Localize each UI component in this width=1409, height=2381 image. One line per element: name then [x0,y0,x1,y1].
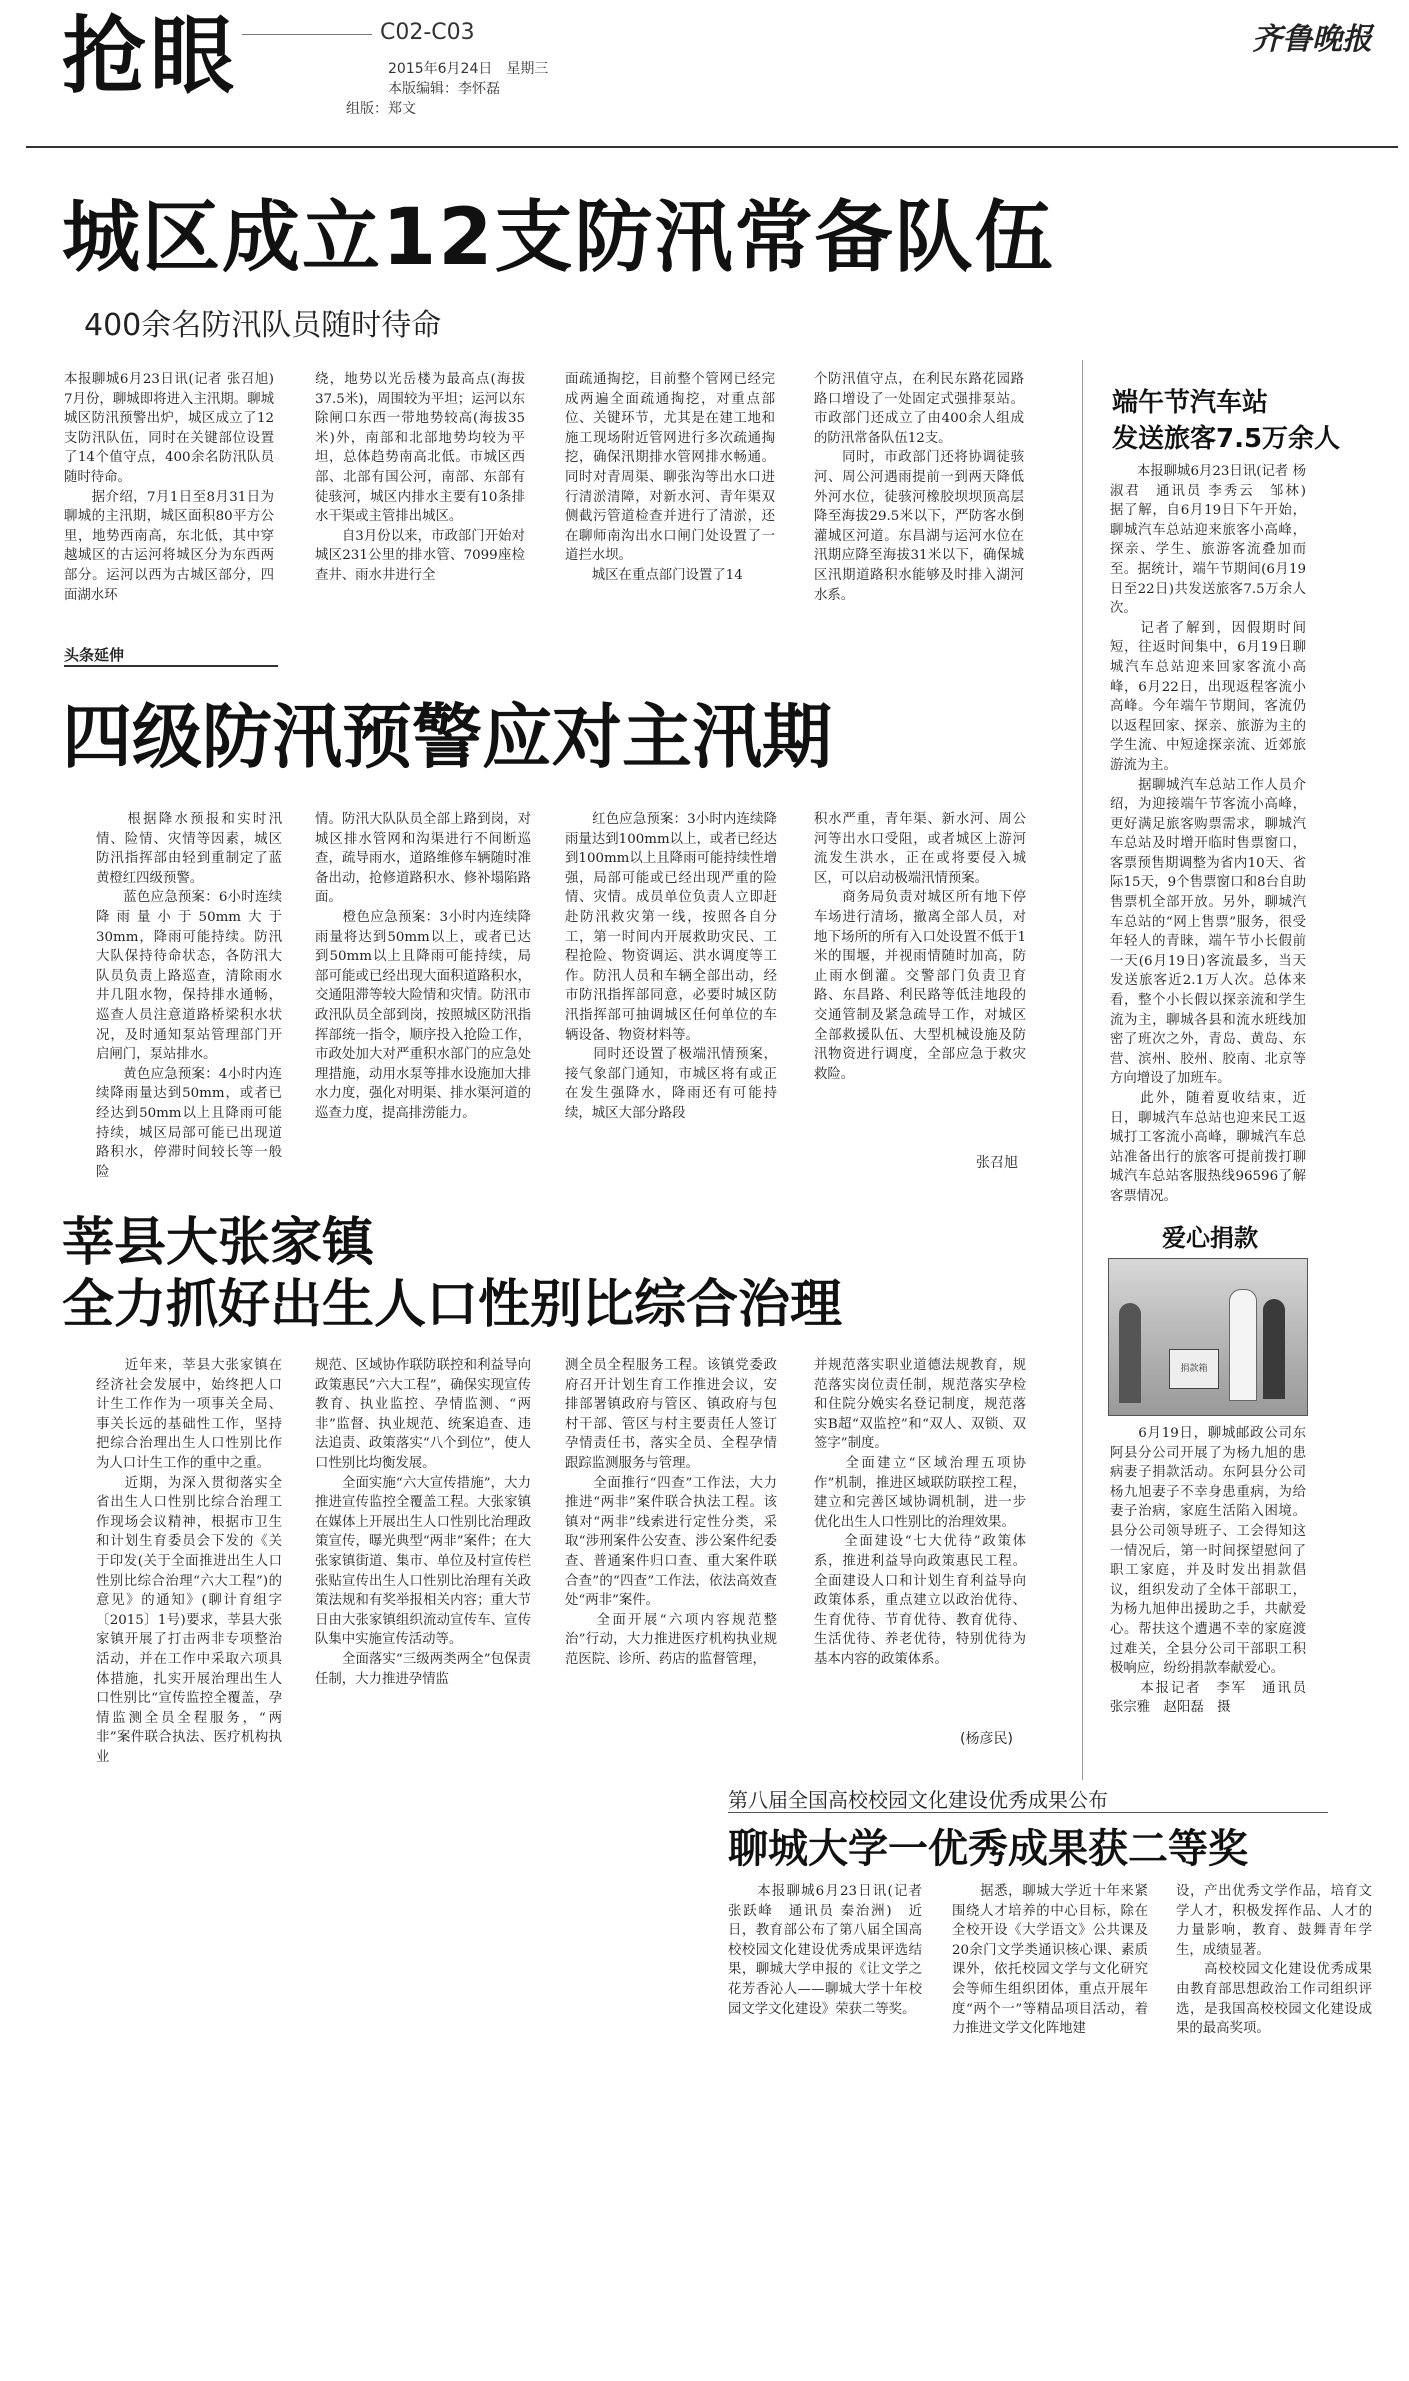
page-editor: 本版编辑：李怀磊 [388,81,500,97]
university-column-1: 本报聊城6月23日讯(记者 张跃峰 通讯员 秦治洲) 近日，教育部公布了第八届全国高校校园文化建设优秀成果评选结果，聊城大学申报的《让文学之花芳香沁人——聊城大学十年校园文学文化建设》荣获二等奖。 [728,1884,936,2017]
person-figure [1263,1299,1285,1399]
bus-headline-line2: 发送旅客7.5万余人 [1112,424,1341,454]
family-byline: (杨彦民) [960,1731,1013,1747]
page-numbers: C02-C03 [380,20,475,45]
family-column-1: 近年来，莘县大张家镇在经济社会发展中，始终把人口计生工作作为一项事关全局、事关长远的基础性工作，坚持把综合治理出生人口性别比作为人口计生工作的重中之重。 近期，为深入贯彻落实全省出生人口性别比综合治理工作现场会议精神，根据市卫生和计划生育委员会下发的《关于印发(关于全面推进出生人口性别比综合治理“六大工程”)的意见》的通知》(聊计育组字〔2015〕1号)要求，莘县大张家镇开展了打击两非专项整治活动，并在工作中采取六项具体措施，扎实开展治理出生人口性别比“宣传监控全覆盖，孕情监测全员全程服务，“两非”案件联合执法、医疗机构执业 [96,1358,282,1765]
layout-credit: 组版：郑文 [346,101,416,117]
family-column-3: 测全员全程服务工程。该镇党委政府召开计划生育工作推进会议，安排部署镇政府与管区、镇政府与包村干部、管区与村主要责任人签订孕情责任书，落实全员、全程孕情跟踪监测服务与管理。 全面推行“四查”工作法，大力推进“两非”案件联合执法工程。该镇对“两非”线索进行定性分类，采取“涉刑案件公安查、涉公案件纪委查、普通案件归口查、重大案件联合查”的“四查”工作法，依法高效查处“两非”案件。 全面开展“六项内容规范整治”行动，大力推进医疗机构执业规范医院、诊所、药店的监督管理， [565,1358,777,1667]
charity-story-text: 6月19日，聊城邮政公司东阿县分公司开展了为杨九旭的患病妻子捐款活动。东阿县分公司杨九旭妻子不幸身患重病，为给妻子治病，家庭生活陷入困境。县分公司领导班子、工会得知这一情况后，第一时间探望慰问了职工家庭，并及时发出捐款倡议，组织发动了全体干部职工，为杨九旭伸出援助之手，共献爱心。帮扶这个遭遇不幸的家庭渡过难关，全县分公司干部职工积极响应，纷纷捐款奉献爱心。 本报记者 李军 通讯员 张宗雅 赵阳磊 摄 [1110,1426,1306,1716]
masthead-underline [26,146,1398,148]
lead-column-4: 个防汛值守点，在利民东路花园路路口增设了一处固定式强排泵站。市政部门还成立了由400余人组成的防汛常备队伍12支。 同时，市政部门还将协调徒骇河、周公河遇雨提前一到两天降低外河水位，徒骇河橡胶坝坝顶高层降至海拔29.5米以下，严防客水倒灌城区河道。东昌湖与运河水位在汛期应降至海拔31米以下，确保城区汛期道路积水能够及时排入湖河水系。 [814,372,1024,603]
university-kicker: 第八届全国高校校园文化建设优秀成果公布 [728,1788,1108,1812]
second-byline: 张召旭 [976,1155,1018,1171]
second-headline: 四级防汛预警应对主汛期 [62,696,832,778]
second-column-1: 根据降水预报和实时汛情、险情、灾情等因素，城区防汛指挥部由轻到重制定了蓝黄橙红四级预警。 蓝色应急预案：6小时连续降雨量小于50mm大于30mm，降雨可能持续。防汛大队保持待命状态，各防汛大队员负责上路巡查，清除雨水井几阻水物，保持排水通畅，巡查人员注意道路桥梁积水状况，及时通知泵站管理部门开启闸门，泵站排水。 黄色应急预案：4小时内连续降雨量达到50mm，或者已经达到50mm以上且降雨可能持续，城区局部可能已出现道路积水，停滞时间较长等一般险 [96,812,282,1180]
bus-headline-line1: 端午节汽车站 [1112,388,1269,418]
second-column-4: 积水严重，青年渠、新水河、周公河等出水口受阻，或者城区上游河流发生洪水，正在或将要侵入城区，可以启动极端汛情预案。 商务局负责对城区所有地下停车场进行清场，撤离全部人员，对地下场所的所有入口处设置不低于1米的围堰，并视雨情随时加高，防止雨水倒灌。交警部门负责卫育路、东昌路、利民路等低洼地段的交通管制及紧急疏导工作，对城区全部救援队伍、大型机械设施及防汛物资进行调度，全部应急于救灾救险。 [814,812,1026,1082]
charity-photo [1108,1258,1308,1416]
lead-subhead: 400余名防汛队员随时待命 [84,308,442,343]
lead-column-2: 绕，地势以光岳楼为最高点(海拔37.5米)，周围较为平坦；运河以东除闸口东西一带地势较高(海拔35米)外，南部和北部地势均较为平坦，总体趋势南高北低。市城区西部、北部有国公河，南部、东部有徒骇河，城区内排水主要有10条排水干渠或主管排出城区。 自3月份以来，市政部门开始对城区231公里的排水管、7099座检查井、雨水井进行全 [315,372,525,583]
bus-story-text: 本报聊城6月23日讯(记者 杨淑君 通讯员 李秀云 邹林) 据了解，自6月19日下午开始，聊城汽车总站迎来旅客小高峰，探亲、学生、旅游客流叠加而至。据统计，端午节期间(6月19日至22日)共发送旅客7.5万余人次。 记者了解到，因假期时间短，往返时间集中，6月19日聊城汽车总站迎来回家客流小高峰，6月22日，出现返程客流小高峰。今年端午节期间，客流仍以返程回家、探亲、旅游为主的学生流、中短途探亲流、近郊旅游流为主。 据聊城汽车总站工作人员介绍，为迎接端午节客流小高峰，更好满足旅客购票需求，聊城汽车总站及时增开临时售票窗口，客票预售期调整为省内10天、省际15天，9个售票窗口和8台自助售票机全部开放。另外，聊城汽车总站的“网上售票”服务，很受年轻人的青睐，端午节小长假前一天(6月19日)客流最多，当天发送旅客近2.1万人次。总体来看，整个小长假以探亲流和学生流为主，聊城各县和流水班线加密了班次之外，青岛、黄岛、东营、滨州、胶州、胶南、北京等方向增设了加班车。 此外，随着夏收结束，近日，聊城汽车总站也迎来民工返城打工客流小高峰，聊城汽车总站准备出行的旅客可提前拨打聊城汽车总站客服热线96596了解客票情况。 [1110,464,1306,1204]
university-column-2: 据悉，聊城大学近十年来紧围绕人才培养的中心目标，除在全校开设《大学语文》公共课及20余门文学类通识核心课、素质课外，依托校园文学与文化研究会等师生组织团体，重点开展年度“两个一”等精品项目活动，着力推进文学文化阵地建 [952,1884,1148,2037]
section-title: 抢眼 [62,7,239,105]
university-headline: 聊城大学一优秀成果获二等奖 [728,1826,1248,1872]
university-kicker-rule [728,1812,1328,1813]
continue-label-text: 头条延伸 [64,646,125,664]
second-column-2: 情。防汛大队队员全部上路到岗，对城区排水管网和沟渠进行不间断巡查，疏导雨水，道路维修车辆随时准备出动，抢修道路积水、修补塌陷路面。 橙色应急预案：3小时内连续降雨量将达到50mm以上，或者已达到50mm以上且降雨可能持续，局部可能或已经出现大面积道路积水，交通阻滞等较大险情和灾情。防汛市政汛队员全部到岗，按照城区防汛指挥部统一指令，顺序投入抢险工作，市政处加大对严重积水部门的应急处理措施，动用水泵等排水设施加大排水力度，强化对明渠、排水渠河道的巡查力度，提高排涝能力。 [315,812,531,1121]
masthead-divider [242,34,372,35]
family-column-4: 并规范落实职业道德法规教育，规范落实岗位责任制，规范落实孕检和住院分娩实名登记制度，规范落实B超“双监控”和“双人、双锁、双签字”制度。 全面建立“区域治理五项协作”机制，推进区域联防联控工程，建立和完善区域协调机制，进一步优化出生人口性别比的治理效果。 全面建设“七大优待”政策体系，推进利益导向政策惠民工程。全面建设人口和计划生育利益导向政策体系，重点建立以政治优待、生育优待、节育优待、教育优待、生活优待、养老优待，特别优待为基本内容的政策体系。 [814,1358,1026,1667]
lead-column-1: 本报聊城6月23日讯(记者 张召旭) 7月份，聊城即将进入主汛期。聊城城区防汛预警出炉，城区成立了12支防汛队伍，同时在关键部位设置了14个值守点，400余名防汛队员随时待命。 据介绍，7月1日至8月31日为聊城的主汛期，城区面积80平方公里，地势西南高，东北低，其中穿越城区的古运河将城区分为东西两部分。运河以西为古城区部分，四面湖水环 [64,372,274,603]
right-column-divider [1082,360,1083,1780]
person-figure [1119,1303,1141,1403]
person-figure [1229,1289,1257,1401]
charity-title: 爱心捐款 [1162,1224,1258,1252]
newspaper-logo: 齐鲁晚报 [1252,22,1372,57]
family-headline-line2: 全力抓好出生人口性别比综合治理 [62,1275,843,1335]
donation-box [1169,1349,1219,1389]
issue-date: 2015年6月24日 星期三 [388,61,549,77]
donation-box-sign: 捐款箱 [1180,1364,1208,1374]
continue-label [64,644,278,667]
lead-headline: 城区成立12支防汛常备队伍 [62,193,1055,283]
second-column-3: 红色应急预案：3小时内连续降雨量达到100mm以上，或者已经达到100mm以上且降雨可能持续性增强，局部可能或已经出现严重的险情、灾情。成员单位负责人立即赶赴防汛救灾第一线，按照各自分工，第一时间内开展救助灾民、工程抢险、物资调运、洪水调度等工作。防汛人员和车辆全部出动，经市防汛指挥部同意，必要时城区防汛指挥部可抽调城区任何单位的车辆设备、物资材料等。 同时还设置了极端汛情预案，接气象部门通知，市城区将有或正在发生强降水，降雨还有可能持续，城区大部分路段 [565,812,777,1121]
family-column-2: 规范、区域协作联防联控和利益导向政策惠民”六大工程”，确保实现宣传教育、执业监控、孕情监测、“两非”监督、执业规范、统案追查、违法追责、政策落实“八个到位”，使人口性别比均衡发展。 全面实施“六大宣传措施”，大力推进宣传监控全覆盖工程。大张家镇在媒体上开展出生人口性别比治理政策宣传，曝光典型“两非”案件；在大张家镇街道、集市、单位及村宣传栏张贴宣传出生人口性别比治理有关政策法规和有奖举报相关内容；重大节日由大张家镇组织流动宣传车、宣传队集中实施宣传活动等。 全面落实“三级两类两全”包保责任制，大力推进孕情监 [315,1358,531,1687]
lead-column-3: 面疏通掏挖，目前整个管网已经完成两遍全面疏通掏挖，对重点部位、关键环节，尤其是在建工地和施工现场附近管网进行多次疏通掏挖，确保汛期排水管网排水畅通。同时对青周渠、聊张沟等出水口进行清淤清障，对新水河、青年渠双侧截污管道检查并进行了清淤，还在聊师南沟出水口闸门处设置了一道拦水坝。 城区在重点部门设置了14 [565,372,775,583]
university-column-3: 设，产出优秀文学作品，培育文学人才，积极发挥作品、人才的力量影响，教育、鼓舞青年学生，成绩显著。 高校校园文化建设优秀成果由教育部思想政治工作司组织评选，是我国高校校园文化建设成果的最高奖项。 [1176,1884,1372,2037]
family-headline-line1: 莘县大张家镇 [62,1213,375,1273]
